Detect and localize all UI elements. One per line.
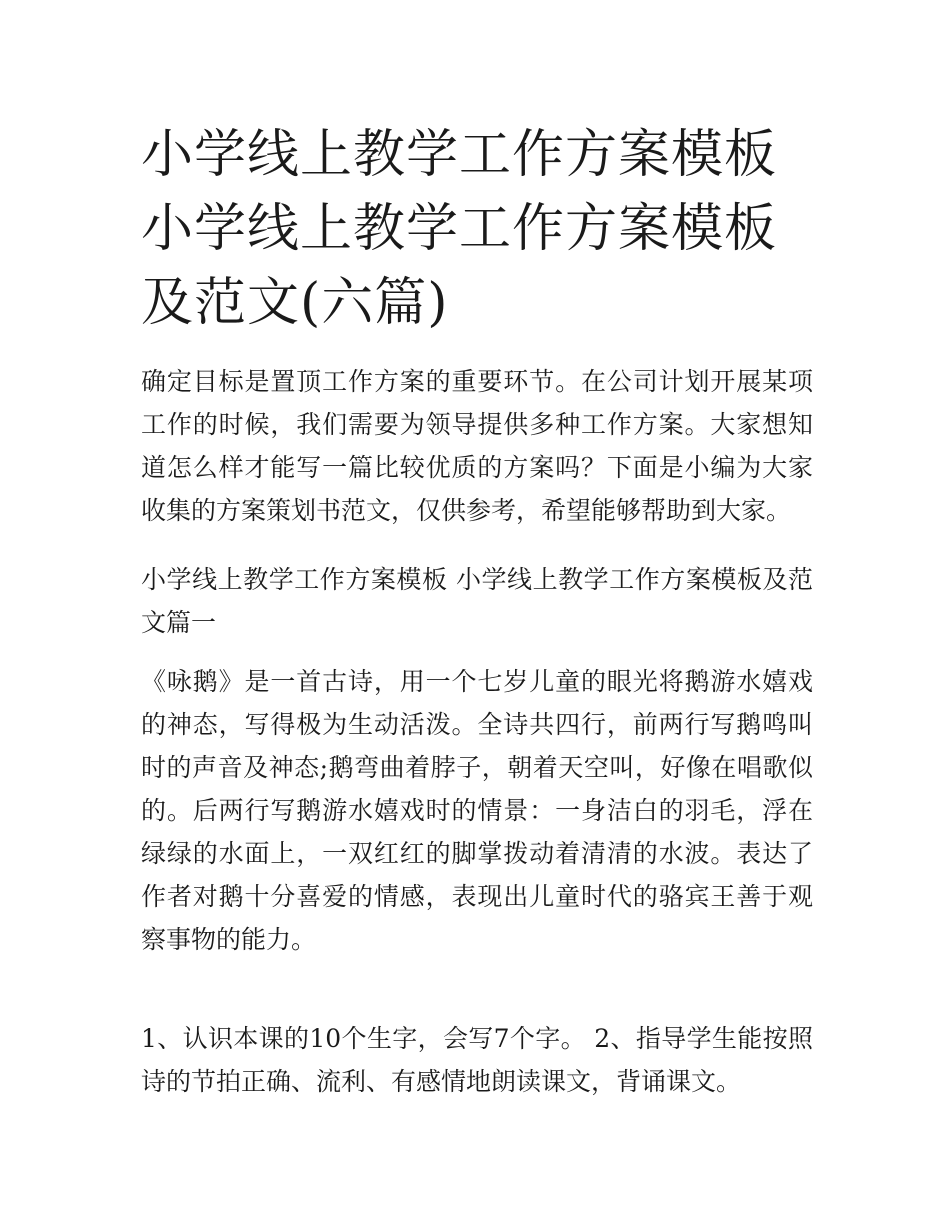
intro-paragraph: 确定目标是置顶工作方案的重要环节。在公司计划开展某项工作的时候，我们需要为领导提供多种工作方案。大家想知道怎么样才能写一篇比较优质的方案吗？下面是小编为大家收集的方案策划书范文，仅供参考，希望能够帮助到大家。 — [141, 367, 813, 525]
teaching-goals-paragraph: 1、认识本课的10个生字，会写7个字。 2、指导学生能按照诗的节拍正确、流利、有感情地朗读课文，背诵课文。 — [141, 1024, 813, 1096]
document-title: 小学线上教学工作方案模板 小学线上教学工作方案模板及范文(六篇) — [141, 125, 778, 333]
section-heading: 小学线上教学工作方案模板 小学线上教学工作方案模板及范文篇一 — [141, 565, 813, 637]
poem-analysis-paragraph: 《咏鹅》是一首古诗，用一个七岁儿童的眼光将鹅游水嬉戏的神态，写得极为生动活泼。全诗共四行，前两行写鹅鸣叫时的声音及神态;鹅弯曲着脖子，朝着天空叫，好像在唱歌似的。后两行写鹅游水嬉戏时的情景：一身洁白的羽毛，浮在绿绿的水面上，一双红红的脚掌拨动着清清的水波。表达了作者对鹅十分喜爱的情感，表现出儿童时代的骆宾王善于观察事物的能力。 — [141, 667, 813, 954]
